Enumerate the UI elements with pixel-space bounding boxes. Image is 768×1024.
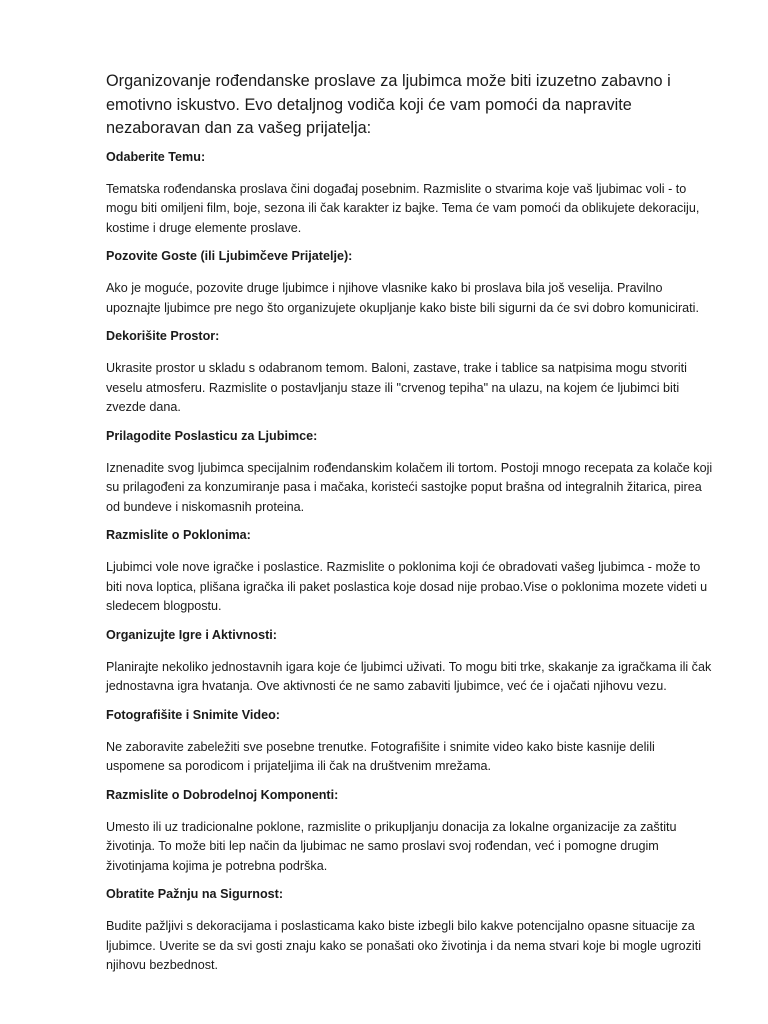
section-paragraph: Iznenadite svog ljubimca specijalnim rođendanskim kolačem ili tortom. Postoji mnogo recepata za kolače koji su prilagođeni za konzumiranje pasa i mačaka, koristeći sastojke poput brašna od integralnih žitarica, pirea od bundeve i niskomasnih proteina.: [106, 460, 713, 514]
section-paragraph: Ne zaboravite zabeležiti sve posebne trenutke. Fotografišite i snimite video kako biste kasnije delili uspomene sa porodicom i prijateljima ili čak na društvenim mrežama.: [106, 739, 655, 773]
section-paragraph: Budite pažljivi s dekoracijama i poslasticama kako biste izbegli bilo kakve potencijalno opasne situacije za ljubimce. Uverite se da svi gosti znaju kako se ponašati oko životinja i da nema stvari koje bi mogle ugroziti njihovu bezbednost.: [106, 919, 701, 972]
section-decoration: [106, 327, 716, 418]
section-heading: Razmislite o Dobrodelnoj Komponenti:: [106, 787, 339, 802]
section-games: [106, 626, 716, 697]
section-gifts: [106, 526, 716, 617]
section-paragraph: Ako je moguće, pozovite druge ljubimce i njihove vlasnike kako bi proslava bila još veselija. Pravilno upoznajte ljubimce pre nego što organizujete okupljanje kako biste bili sigurni da će svi dobro komunicirati.: [106, 281, 699, 315]
section-heading: Obratite Pažnju na Sigurnost:: [106, 887, 284, 901]
section-paragraph: Planirajte nekoliko jednostavnih igara koje će ljubimci uživati. To mogu biti trke, skakanje za igračkama ili čak jednostavna igra hvatanja. Ove aktivnosti će ne samo zabaviti ljubimce, već će i ojačati njihovu vezu.: [106, 659, 712, 693]
section-paragraph: Ljubimci vole nove igračke i poslastice. Razmislite o poklonima koji će obradovati vašeg ljubimca - može to biti nova loptica, plišana igračka ili paket poslastica koje dosad nije probao.Vise o poklonima mozete videti u sledecem blogpostu.: [106, 560, 708, 613]
section-heading: Pozovite Goste (ili Ljubimčeve Prijatelje):: [106, 249, 353, 263]
section-heading: Fotografišite i Snimite Video:: [106, 707, 281, 722]
section-charity: [106, 786, 716, 877]
section-paragraph: Tematska rođendanska proslava čini događaj posebnim. Razmislite o stvarima koje vaš ljubimac voli - to mogu biti omiljeni film, boje, sezona ili čak karakter iz bajke. Tema će vam pomoći da oblikujete dekoraciju, kostime i druge elemente proslave.: [106, 181, 700, 235]
section-guests: [106, 247, 716, 318]
section-heading: Razmislite o Poklonima:: [106, 528, 251, 542]
section-treats: [106, 427, 716, 518]
section-heading: Dekorišite Prostor:: [106, 329, 220, 343]
section-theme: [106, 148, 716, 239]
section-photos: [106, 706, 716, 777]
section-heading: Prilagodite Poslasticu za Ljubimce:: [106, 428, 318, 443]
section-heading: Odaberite Temu:: [106, 149, 206, 164]
section-safety: [106, 885, 716, 976]
section-heading: Organizujte Igre i Aktivnosti:: [106, 627, 277, 642]
section-paragraph: Umesto ili uz tradicionalne poklone, razmislite o prikupljanju donacija za lokalne organizacije za zaštitu životinja. To može biti lep način da ljubimac ne samo proslavi svoj rođendan, već i pomogne drugim životinjama kojima je potrebna podrška.: [106, 819, 677, 873]
intro-paragraph: Organizovanje rođendanske proslave za ljubimca može biti izuzetno zabavno i emotivno iskustvo. Evo detaljnog vodiča koji će vam pomoći da napravite nezaboravan dan za vašeg prijatelja:: [106, 72, 671, 137]
section-paragraph: Ukrasite prostor u skladu s odabranom temom. Baloni, zastave, trake i tablice sa natpisima mogu stvoriti veselu atmosferu. Razmislite o postavljanju staze ili "crvenog tepiha" na ulazu, na kojem će ljubimci biti zvezde dana.: [106, 361, 687, 414]
document-page: [106, 70, 716, 985]
